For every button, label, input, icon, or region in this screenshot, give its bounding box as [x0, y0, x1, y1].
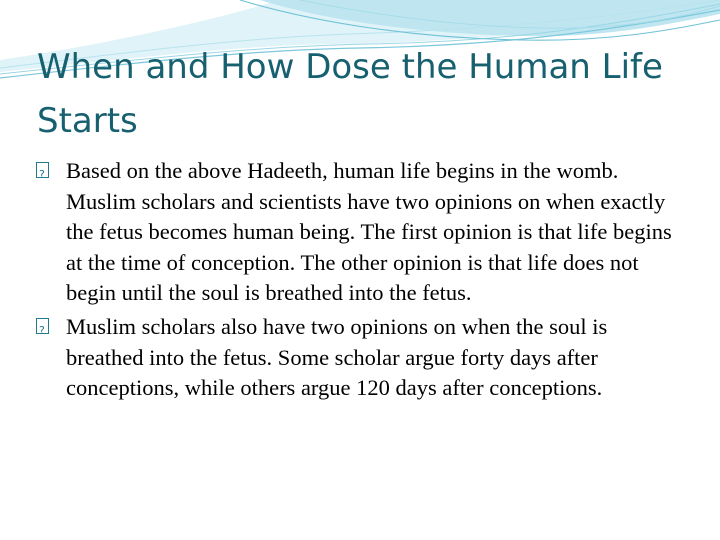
placeholder-box-icon: [36, 162, 49, 178]
bullet-paragraph-1: [36, 156, 676, 309]
placeholder-box-icon: [36, 318, 49, 334]
bullet-text-1: Based on the above Hadeeth, human life begins in the womb. Muslim scholars and scientists have two opinions on when exactly the fetus becomes human being. The first opinion is that life begins at the time of conception. The other opinion is that life does not begin until the soul is breathed into the fetus.: [66, 158, 672, 306]
slide-body: [36, 156, 676, 404]
bullet-text-2: Muslim scholars also have two opinions on when the soul is breathed into the fetus. Some scholar argue forty days after conceptions, while others argue 120 days after conceptions.: [66, 313, 608, 401]
slide-title: When and How Dose the Human Life Starts: [37, 47, 663, 141]
bullet-paragraph-2: [36, 312, 676, 404]
